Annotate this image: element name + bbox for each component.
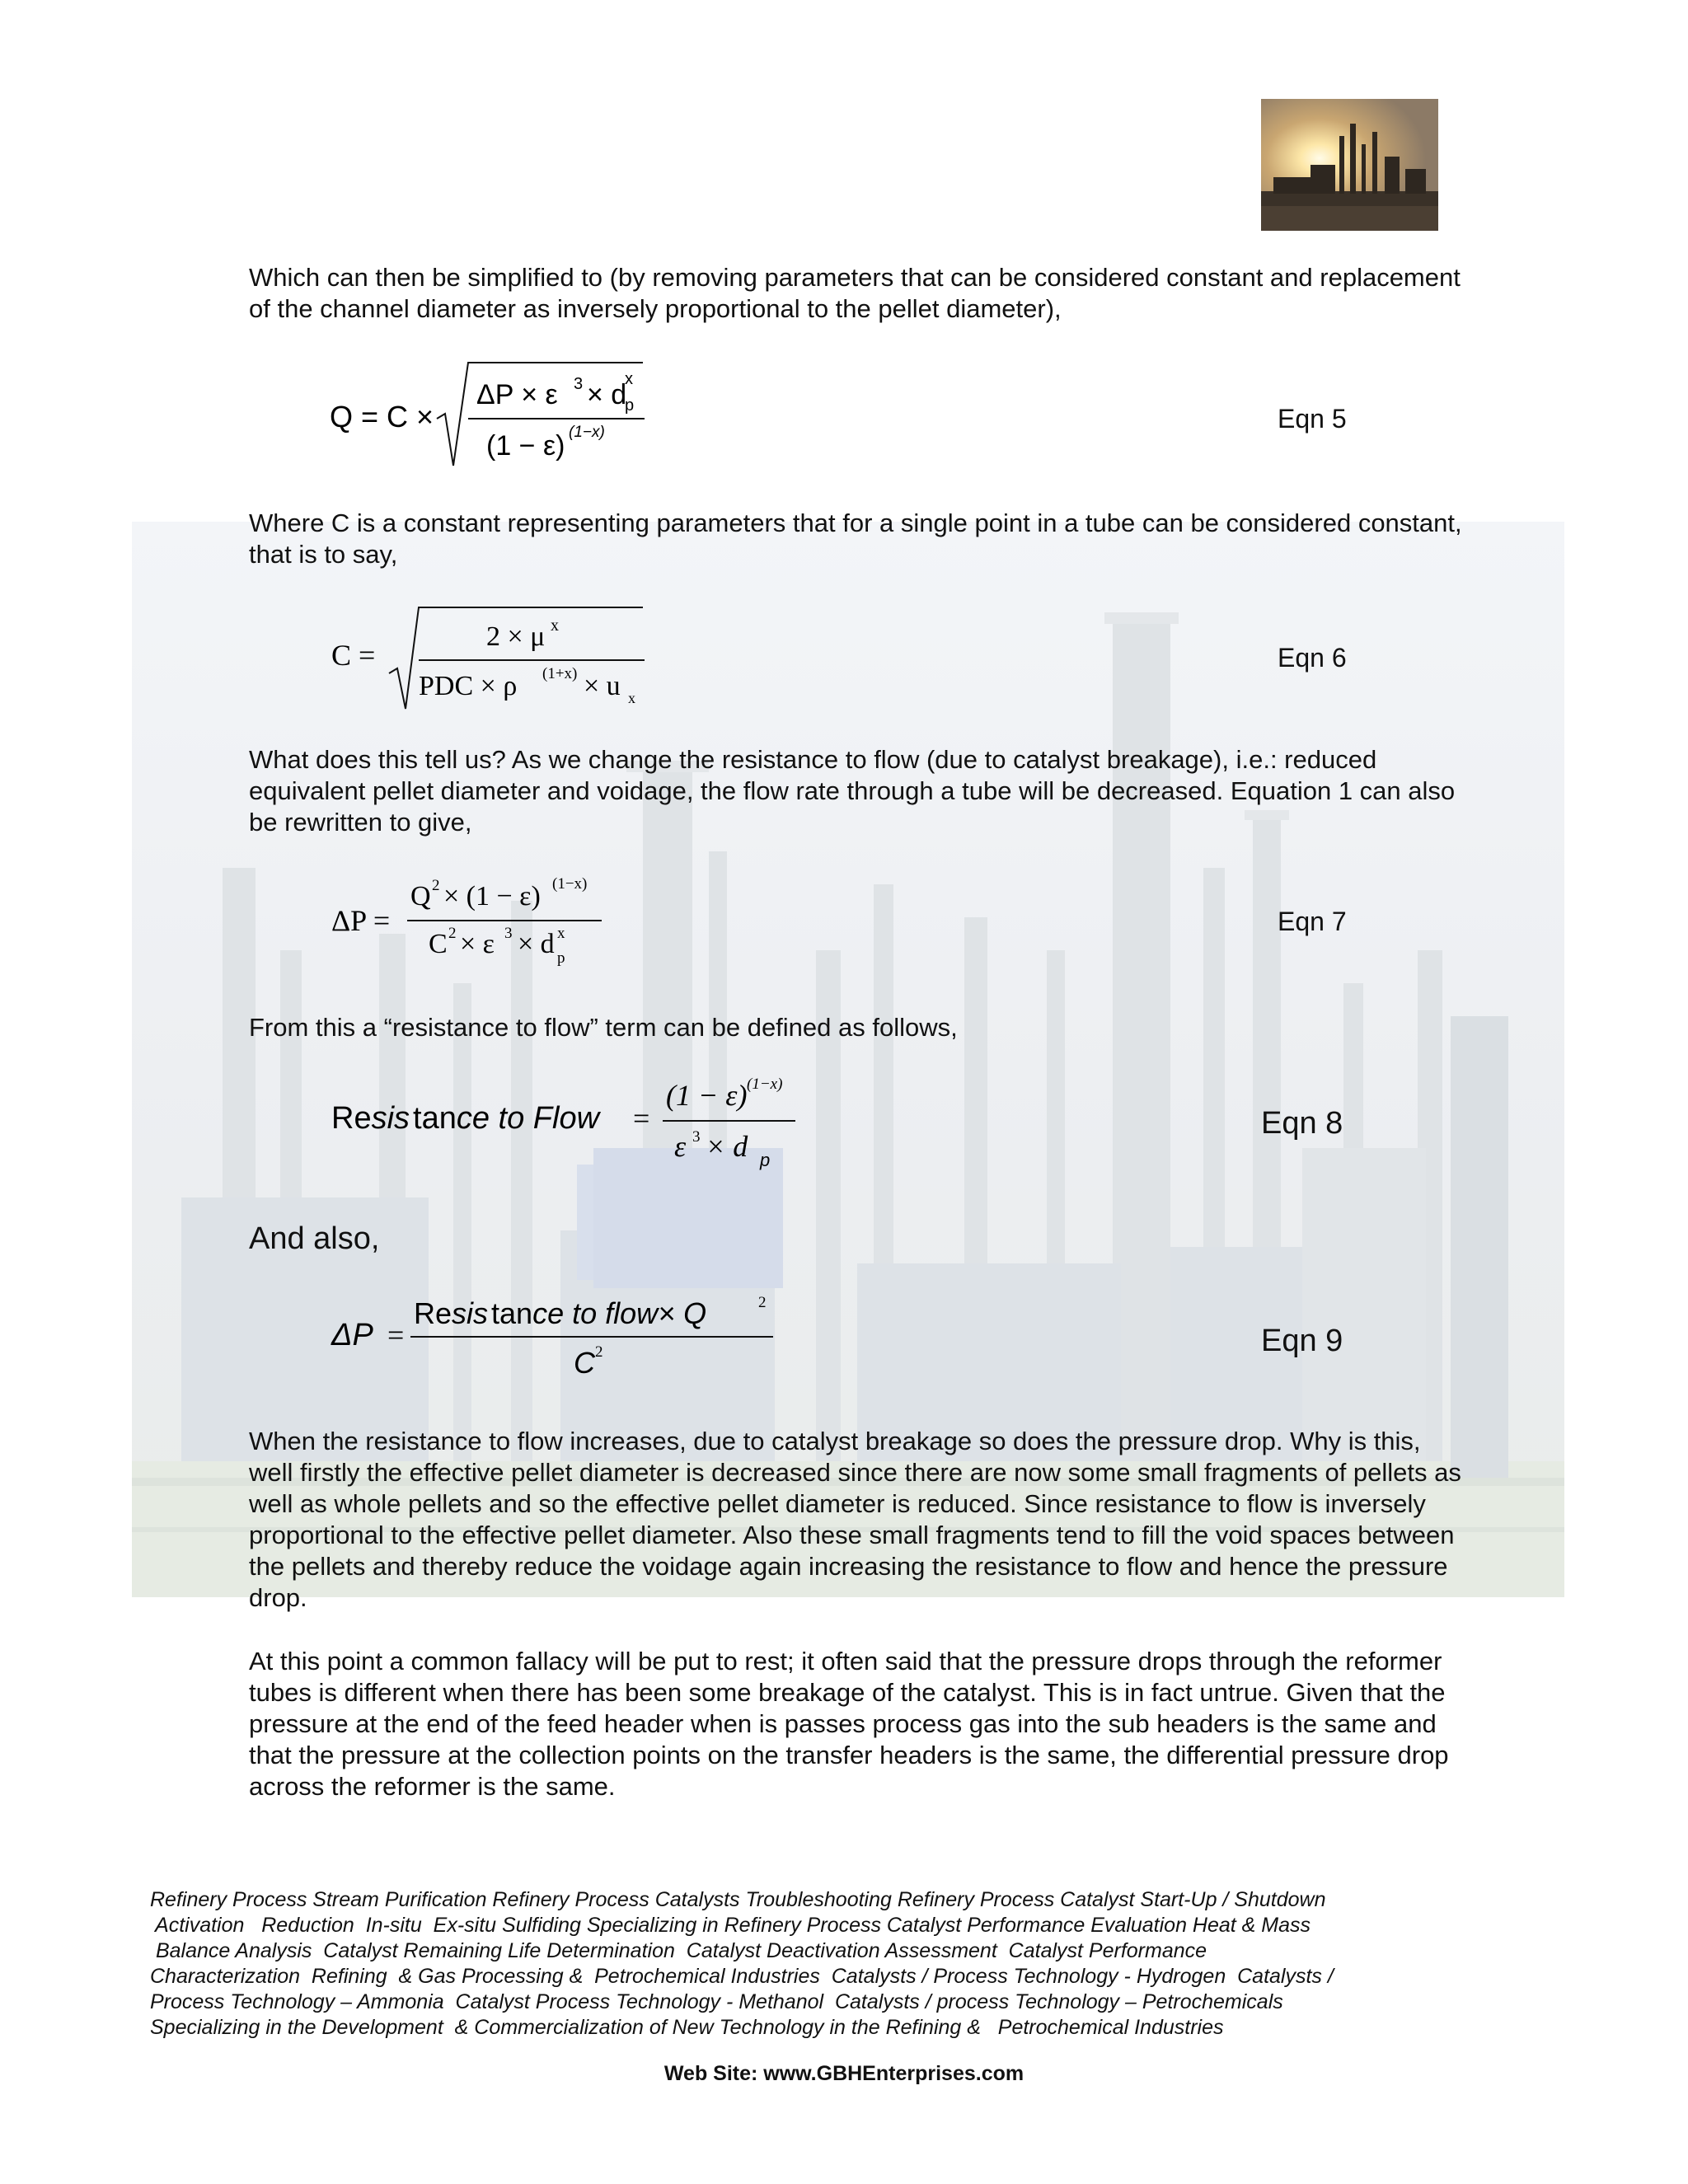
eqn8-equals: = <box>633 1102 650 1135</box>
eqn6-num-exp: x <box>551 616 559 635</box>
eqn7-label: Eqn 7 <box>1278 907 1347 936</box>
eqn8-lhs-d: ce to Flow <box>456 1101 600 1136</box>
eqn5-num-exp3: 3 <box>574 375 584 393</box>
equation-6 <box>321 598 668 721</box>
eqn9-num-exp: 2 <box>758 1294 767 1311</box>
eqn5-num-sub-p: p <box>625 396 635 415</box>
footer-line: Specializing in the Development & Commercialization of New Technology in the Refining & Petrochemical Industries <box>150 2016 1224 2039</box>
footer-line: Activation Reduction In-situ Ex-situ Sulfiding Specializing in Refinery Process Catalyst Performance Evaluation Heat & Mass <box>150 1914 1311 1937</box>
eqn5-lhs: Q = C × <box>330 400 434 434</box>
paragraph-and-also: And also, <box>249 1221 380 1256</box>
eqn9-num-a: Re <box>414 1296 452 1330</box>
eqn9-num-group <box>414 1296 706 1330</box>
eqn7-den-c: C <box>429 929 448 959</box>
eqn9-label: Eqn 9 <box>1261 1324 1343 1358</box>
eqn9-num-b: sis <box>452 1296 489 1330</box>
equation-5 <box>321 354 668 478</box>
eqn8-lhs-group <box>331 1101 602 1136</box>
paragraph-resistance-term: From this a “resistance to flow” term can be defined as follows, <box>249 1013 958 1042</box>
eqn7-den-eps: × ε <box>460 929 495 959</box>
eqn8-label: Eqn 8 <box>1261 1106 1343 1141</box>
eqn8-den-sub: p <box>760 1150 771 1170</box>
eqn7-num-q-exp: 2 <box>432 877 440 894</box>
eqn7-num-exp: (1−x) <box>552 875 588 893</box>
eqn9-den-exp: 2 <box>595 1343 603 1361</box>
paragraph-what-does-this-tell-us: What does this tell us? As we change the resistance to flow (due to catalyst breakage), i.e.: reduced equivalent pellet diameter and voidage, the flow rate through a tube will be decreased. Equation 1 can also be rewritten to give, <box>249 745 1456 837</box>
eqn6-den-sub: x <box>628 690 635 706</box>
footer-line: Characterization Refining & Gas Processing & Petrochemical Industries Catalysts / Process Technology - Hydrogen Catalysts / <box>150 1965 1334 1988</box>
eqn7-num-rest: × (1 − ε) <box>443 881 541 912</box>
footer-line: Process Technology – Ammonia Catalyst Process Technology - Methanol Catalysts / process Technology – Petrochemicals <box>150 1990 1283 2013</box>
eqn9-num-d: ce to flow <box>532 1296 659 1330</box>
eqn8-den-d: × d <box>706 1130 748 1163</box>
eqn7-den-eps-exp: 3 <box>504 925 513 942</box>
paragraph-pressure-drop-explanation: When the resistance to flow increases, due to catalyst breakage so does the pressure drop. Why is this, well firstly the effective pellet diameter is decreased since there are now some small fragments of pellets as well as whole pellets and so the effective pellet diameter is reduced. Since resistance to flow is inversely proportional to the effective pellet diameter. Also these small fragments tend to fill the void spaces between the pellets and thereby reduce the voidage again increasing the resistance to flow and hence the pressure drop. <box>249 1427 1461 1612</box>
paragraph-common-fallacy: At this point a common fallacy will be put to rest; it often said that the pressure drops through the reformer tubes is different when there has been some breakage of the catalyst. This is in fact untrue. Given that the pressure at the end of the feed header when is passes process gas into the sub headers is the same and that the pressure at the collection points on the transfer headers is the same, the differential pressure drop across the reformer is the same. <box>249 1647 1449 1801</box>
eqn6-label: Eqn 6 <box>1278 643 1347 673</box>
footer-website: Web Site: www.GBHEnterprises.com <box>663 2062 1025 2085</box>
eqn8-den-eps-exp: 3 <box>692 1128 701 1146</box>
eqn6-den-a: PDC × ρ <box>419 671 518 701</box>
eqn9-den: C <box>574 1346 595 1380</box>
eqn5-num-sup-x: x <box>625 370 633 388</box>
equation-9 <box>321 1286 799 1393</box>
eqn7-den-d-sub: p <box>557 949 565 967</box>
eqn8-num-main: (1 − ε) <box>666 1079 748 1112</box>
eqn5-den-main: (1 − ε) <box>486 430 565 462</box>
eqn5-num-tail: × d <box>587 379 627 410</box>
eqn6-lhs: C = <box>331 639 376 672</box>
eqn8-lhs-b: sis <box>371 1101 410 1136</box>
refinery-sunset-photo <box>1261 99 1438 231</box>
eqn6-num-main: 2 × μ <box>486 621 546 652</box>
footer-services-list <box>150 1887 1469 2041</box>
eqn7-den-d-sup: x <box>557 925 565 942</box>
eqn7-den-c-exp: 2 <box>448 925 457 942</box>
eqn9-lhs: ΔP <box>331 1318 373 1352</box>
footer-line: Refinery Process Stream Purification Refinery Process Catalysts Troubleshooting Refinery Process Catalyst Start-Up / Shutdown <box>150 1888 1326 1911</box>
eqn7-num-q: Q <box>410 881 431 912</box>
eqn8-num-exp: (1−x) <box>747 1076 783 1093</box>
equation-8 <box>321 1067 816 1183</box>
eqn8-lhs-c: tan <box>413 1101 457 1136</box>
eqn5-num-main: ΔP × ε <box>476 379 558 410</box>
eqn8-lhs-a: Re <box>331 1101 372 1136</box>
eqn9-num-c: tan <box>491 1296 533 1330</box>
eqn9-equals: = <box>387 1319 405 1352</box>
eqn5-label: Eqn 5 <box>1278 404 1347 434</box>
eqn6-den-exp: (1+x) <box>542 665 578 682</box>
paragraph-simplification-intro: Which can then be simplified to (by removing parameters that can be considered constant and replacement of the channel diameter as inversely proportional to the pellet diameter), <box>249 263 1461 323</box>
eqn7-den-d: × d <box>518 929 555 959</box>
eqn9-num-e: × Q <box>658 1296 707 1330</box>
eqn8-den-eps: ε <box>674 1130 687 1163</box>
eqn7-lhs: ΔP = <box>331 904 391 937</box>
eqn6-den-b: × u <box>584 671 621 701</box>
equation-7 <box>321 865 651 981</box>
eqn5-den-exp: (1−x) <box>569 424 605 441</box>
paragraph-constant-c: Where C is a constant representing parameters that for a single point in a tube can be considered constant, that is to say, <box>249 509 1462 569</box>
header-refinery-photo <box>1261 99 1438 231</box>
footer-line: Balance Analysis Catalyst Remaining Life Determination Catalyst Deactivation Assessment Catalyst Performance <box>150 1939 1207 1962</box>
